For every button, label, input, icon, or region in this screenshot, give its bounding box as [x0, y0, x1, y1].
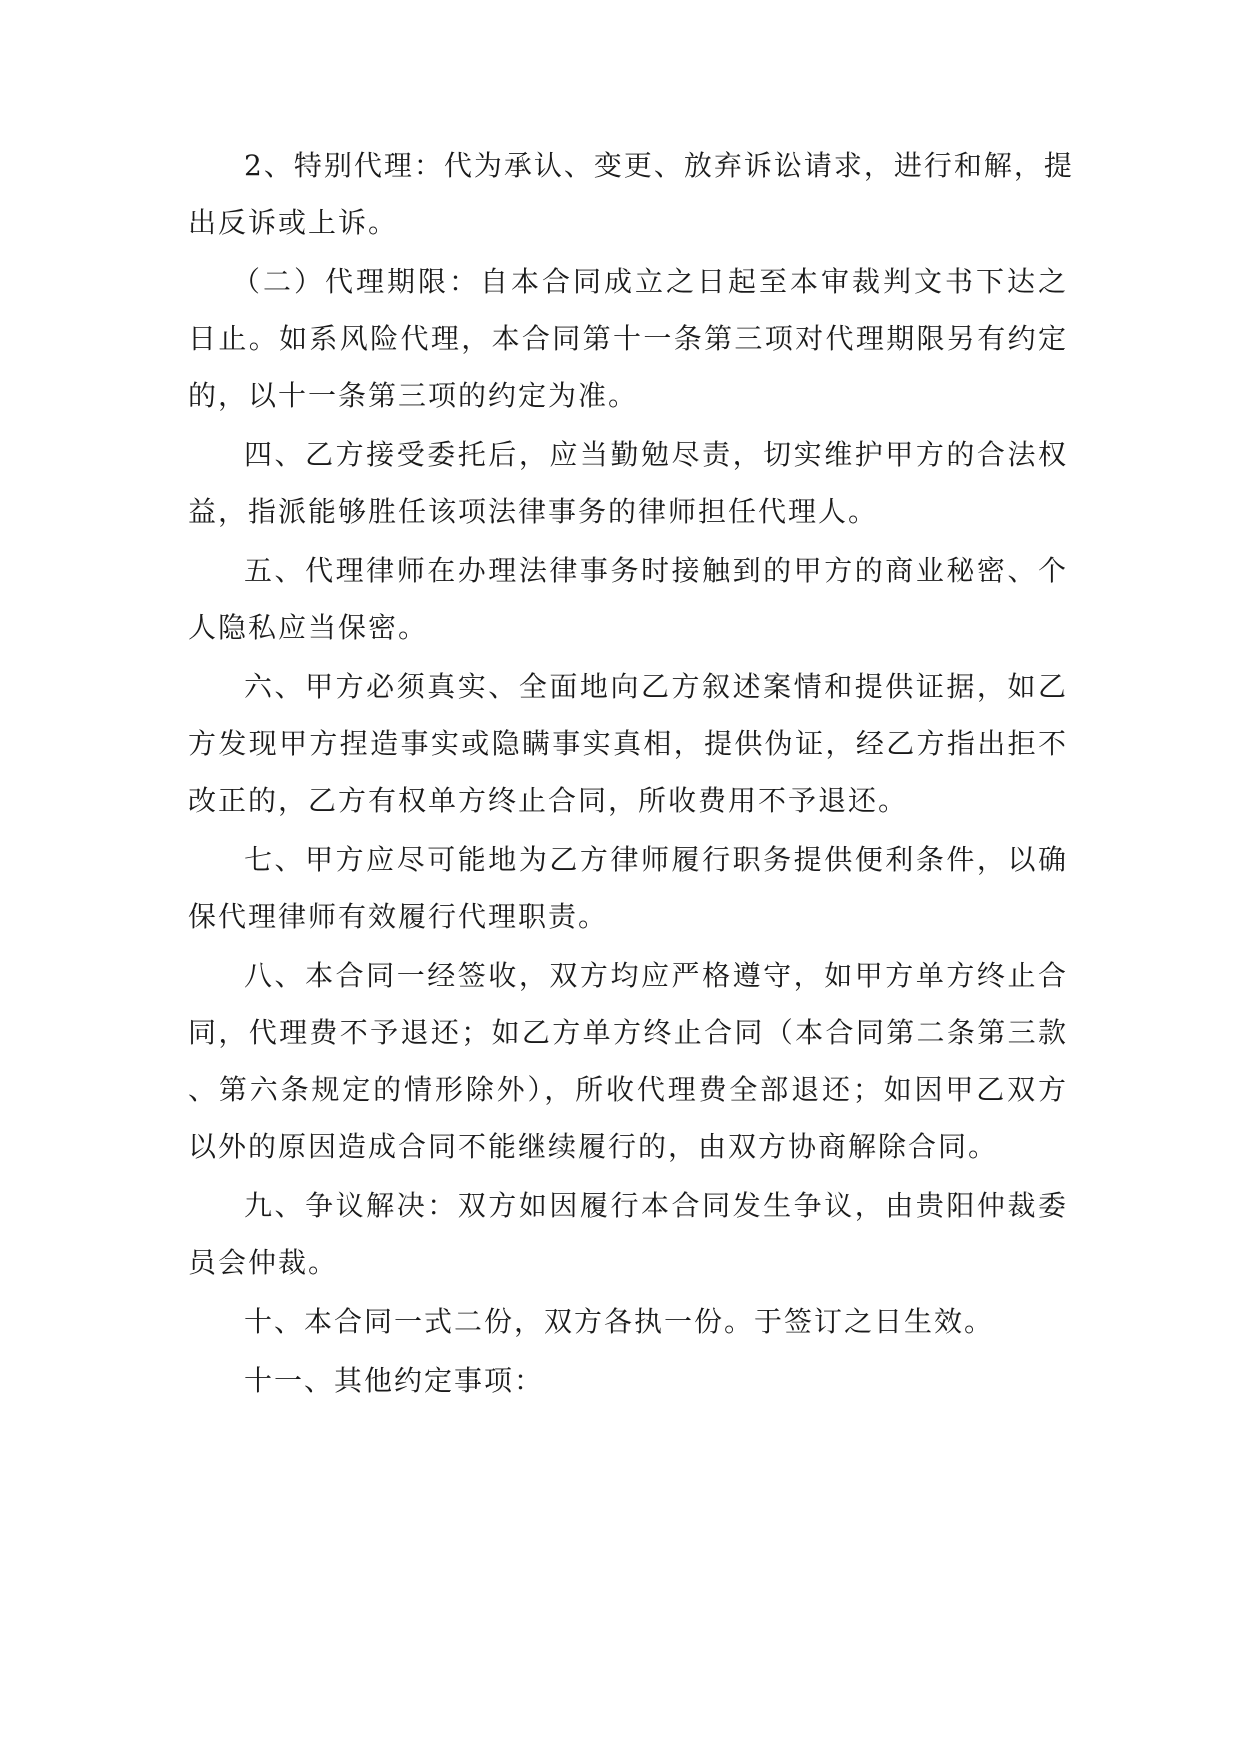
clause-6-line-3: 改正的，乙方有权单方终止合同，所收费用不予退还。: [188, 784, 909, 817]
clause-8-line-1: 八、本合同一经签收，双方均应严格遵守，如甲方单方终止合: [244, 959, 1068, 992]
clause-11-line-1: 十一、其他约定事项：: [244, 1364, 545, 1397]
clause-6-line-2: 方发现甲方捏造事实或隐瞒事实真相，提供伪证，经乙方指出拒不: [188, 727, 1068, 760]
clause-8-line-2: 同，代理费不予退还；如乙方单方终止合同（本合同第二条第三款: [188, 1016, 1068, 1049]
clause-5-line-1: 五、代理律师在办理法律事务时接触到的甲方的商业秘密、个: [244, 554, 1068, 587]
clause-4-line-2: 益，指派能够胜任该项法律事务的律师担任代理人。: [188, 495, 879, 528]
clause-7-line-2: 保代理律师有效履行代理职责。: [188, 900, 609, 933]
clause-4-line-1: 四、乙方接受委托后，应当勤勉尽责，切实维护甲方的合法权: [244, 438, 1068, 471]
clause-5-line-2: 人隐私应当保密。: [188, 611, 429, 644]
clause-9-line-1: 九、争议解决：双方如因履行本合同发生争议，由贵阳仲裁委: [244, 1189, 1068, 1222]
clause-special-agency-line-2: 出反诉或上诉。: [188, 206, 399, 239]
clause-7-line-1: 七、甲方应尽可能地为乙方律师履行职务提供便利条件，以确: [244, 843, 1068, 876]
clause-10-line-1: 十、本合同一式二份，双方各执一份。于签订之日生效。: [244, 1305, 995, 1338]
clause-6-line-1: 六、甲方必须真实、全面地向乙方叙述案情和提供证据，如乙: [244, 670, 1068, 703]
clause-8-line-4: 以外的原因造成合同不能继续履行的，由双方协商解除合同。: [188, 1130, 999, 1163]
clause-agency-term-line-3: 的，以十一条第三项的约定为准。: [188, 379, 639, 412]
clause-8-line-3: 、第六条规定的情形除外），所收代理费全部退还；如因甲乙双方: [188, 1073, 1068, 1106]
clause-special-agency-line-1: 2、特别代理：代为承认、变更、放弃诉讼请求，进行和解，提: [244, 149, 1074, 182]
clause-agency-term-line-2: 日止。如系风险代理，本合同第十一条第三项对代理期限另有约定: [188, 322, 1068, 355]
clause-agency-term-line-1: （二）代理期限：自本合同成立之日起至本审裁判文书下达之: [232, 265, 1068, 298]
clause-9-line-2: 员会仲裁。: [188, 1246, 339, 1279]
